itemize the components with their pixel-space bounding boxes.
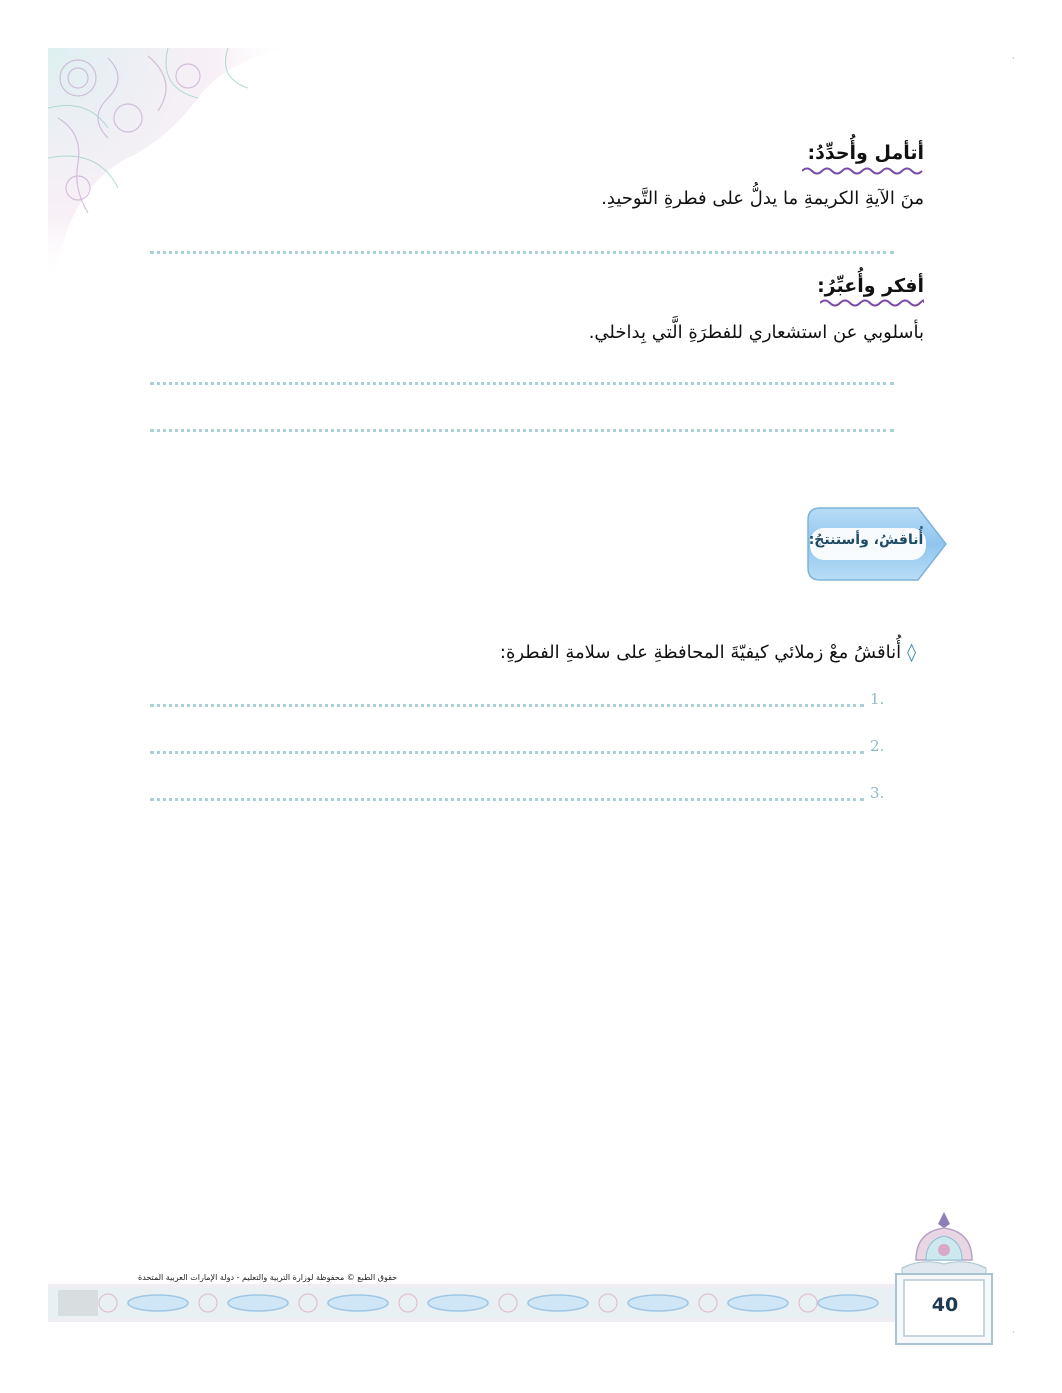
crop-mark: · bbox=[1012, 1328, 1015, 1337]
footer-ornament-band bbox=[48, 1284, 898, 1322]
section-heading-reflect: أتأمل وأُحدِّدُ: bbox=[807, 142, 924, 164]
list-number: 3. bbox=[870, 784, 885, 802]
list-item bbox=[150, 690, 894, 712]
discussion-question bbox=[500, 642, 916, 663]
answer-line[interactable] bbox=[150, 382, 894, 385]
section-heading-think: أفكر وأُعبِّرُ: bbox=[817, 275, 924, 297]
answer-line[interactable] bbox=[150, 751, 864, 754]
copyright-text: حقوق الطبع © محفوظة لوزارة التربية والتعليم - دولة الإمارات العربية المتحدة bbox=[138, 1273, 398, 1282]
page-number: 40 bbox=[931, 1294, 959, 1316]
answer-line[interactable] bbox=[150, 429, 894, 432]
diamond-bullet-icon: ◊ bbox=[907, 642, 916, 663]
list-number: 2. bbox=[870, 737, 885, 755]
answer-line[interactable] bbox=[150, 798, 864, 801]
answer-line[interactable] bbox=[150, 251, 894, 254]
section-prompt-reflect: منَ الآيةِ الكريمةِ ما يدلُّ على فطرةِ التَّوحيدِ. bbox=[601, 188, 924, 209]
wavy-underline bbox=[802, 166, 924, 176]
ornamental-frame-icon bbox=[892, 1208, 996, 1348]
answer-line[interactable] bbox=[150, 704, 864, 707]
list-item bbox=[150, 737, 894, 759]
question-text: أُناقشُ معْ زملائي كيفيّةَ المحافظةِ على سلامةِ الفطرةِ: bbox=[499, 642, 902, 663]
wavy-underline bbox=[820, 298, 924, 308]
crop-mark: · bbox=[1012, 54, 1015, 63]
badge-label: أُناقشُ، وأستنتجُ: bbox=[808, 532, 924, 548]
list-item bbox=[150, 784, 894, 806]
list-number: 1. bbox=[870, 690, 885, 708]
section-prompt-think: بأسلوبي عن استشعاري للفطرَةِ الَّتي بِداخلي. bbox=[588, 322, 924, 343]
